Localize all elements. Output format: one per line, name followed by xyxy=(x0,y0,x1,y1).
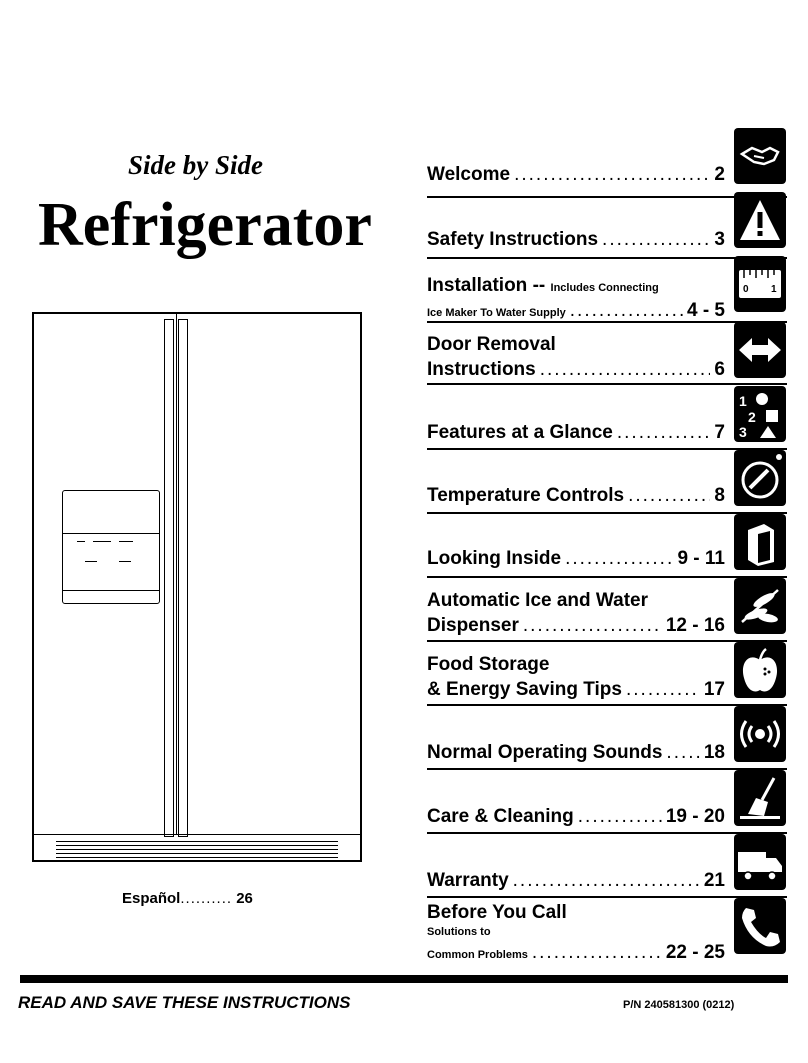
toc-divider xyxy=(427,704,787,706)
dispenser-mark xyxy=(119,561,131,562)
toc-divider xyxy=(427,768,787,770)
phone-icon xyxy=(734,898,786,954)
svg-text:3: 3 xyxy=(739,424,747,440)
toc-page: 9 - 11 xyxy=(677,548,725,569)
grille-line xyxy=(56,857,338,858)
toc-label: Normal Operating Sounds xyxy=(427,742,663,763)
toc-leader xyxy=(540,357,711,382)
toc-entry-safety[interactable] xyxy=(427,227,725,252)
double-arrow-icon xyxy=(734,322,786,378)
toc-label: Before You Call xyxy=(427,902,567,923)
toc-label-line2: & Energy Saving Tips xyxy=(427,679,622,700)
toc-label: Features at a Glance xyxy=(427,422,613,443)
toc-leader xyxy=(523,613,662,638)
svg-text:0: 0 xyxy=(743,284,749,295)
door-gap xyxy=(176,314,177,834)
toc-entry-sounds[interactable] xyxy=(427,740,725,765)
toc-leader xyxy=(514,162,710,187)
toc-entry-warranty[interactable] xyxy=(427,868,725,893)
toc-page: 2 xyxy=(714,164,725,185)
toc-entry-door-removal[interactable] xyxy=(427,332,725,382)
toc-leader xyxy=(513,868,700,893)
toc-label: Care & Cleaning xyxy=(427,806,574,827)
svg-text:2: 2 xyxy=(748,409,756,425)
toc-label-line3: Common Problems xyxy=(427,949,528,961)
toc-divider xyxy=(427,896,787,898)
toc-label: Safety Instructions xyxy=(427,229,599,250)
dispenser-mark xyxy=(77,541,85,542)
toc-leader xyxy=(602,227,710,252)
espanol-leader: .......... xyxy=(180,890,233,907)
sound-waves-icon xyxy=(734,706,786,762)
toc-divider xyxy=(427,321,787,323)
cleaning-brush-icon xyxy=(734,770,786,826)
cover-title: Refrigerator xyxy=(38,191,372,259)
toc-entry-care-cleaning[interactable] xyxy=(427,804,725,829)
right-door-handle xyxy=(178,319,188,837)
grille-line xyxy=(56,853,338,854)
dispenser-control-panel xyxy=(63,503,159,534)
toc-entry-dispenser[interactable] xyxy=(427,588,725,638)
toc-entry-welcome[interactable] xyxy=(427,162,725,187)
left-door-handle xyxy=(164,319,174,837)
toc-leader xyxy=(628,483,710,508)
dispenser-mark xyxy=(119,541,133,542)
cover-subtitle: Side by Side xyxy=(128,150,263,180)
dispenser-mark xyxy=(85,561,97,562)
toc-leader xyxy=(666,740,699,765)
toc-label: Automatic Ice and Water xyxy=(427,590,649,611)
espanol-label: Español xyxy=(122,890,181,907)
toc-entry-looking-inside[interactable] xyxy=(427,546,725,571)
grille-line xyxy=(56,845,338,846)
footer-rule xyxy=(20,975,788,983)
toc-entry-food-storage[interactable] xyxy=(427,652,725,702)
toc-page: 22 - 25 xyxy=(665,942,725,963)
toc-page: 21 xyxy=(703,870,725,891)
toc-divider xyxy=(427,257,787,259)
toc-entry-features[interactable] xyxy=(427,420,725,445)
ice-water-dispenser xyxy=(62,490,160,604)
warning-icon xyxy=(734,192,786,248)
toc-divider xyxy=(427,383,787,385)
toc-label: Food Storage xyxy=(427,654,550,675)
part-number: P/N 240581300 (0212) xyxy=(623,999,735,1011)
toc-divider xyxy=(427,448,787,450)
espanol-link[interactable] xyxy=(122,890,253,907)
ruler-icon xyxy=(734,256,786,312)
toc-entry-installation[interactable] xyxy=(427,273,725,323)
toc-label: Door Removal xyxy=(427,334,556,355)
dispenser-tray xyxy=(63,590,159,591)
toc-label-line2: Solutions to xyxy=(427,926,491,938)
numbered-shapes-icon xyxy=(734,386,786,442)
leaves-icon xyxy=(734,578,786,634)
truck-icon xyxy=(734,834,786,890)
toc-leader xyxy=(570,298,683,323)
toc-page: 12 - 16 xyxy=(665,615,725,636)
toc-page: 3 xyxy=(714,229,725,250)
handshake-icon xyxy=(734,128,786,184)
refrigerator-illustration xyxy=(32,312,362,862)
toc-label-line2: Instructions xyxy=(427,359,536,380)
toc-page: 17 xyxy=(703,679,725,700)
apple-icon xyxy=(734,642,786,698)
svg-text:1: 1 xyxy=(771,284,777,295)
toc-leader xyxy=(532,940,662,965)
toc-leader xyxy=(578,804,662,829)
espanol-page: 26 xyxy=(236,890,253,907)
toc-label: Looking Inside xyxy=(427,548,562,569)
toc-label: Installation -- xyxy=(427,275,546,296)
toc-note: Includes Connecting xyxy=(550,282,659,294)
toc-divider xyxy=(427,196,787,198)
toc-entry-temperature[interactable] xyxy=(427,483,725,508)
toc-label-line2: Ice Maker To Water Supply xyxy=(427,307,566,319)
toc-page: 18 xyxy=(703,742,725,763)
toc-divider xyxy=(427,512,787,514)
toc-leader xyxy=(565,546,673,571)
toc-leader xyxy=(626,677,700,702)
toc-label: Temperature Controls xyxy=(427,485,625,506)
toc-page: 19 - 20 xyxy=(665,806,725,827)
toc-label: Warranty xyxy=(427,870,509,891)
open-box-icon xyxy=(734,514,786,570)
toc-page: 7 xyxy=(714,422,725,443)
toc-divider xyxy=(427,832,787,834)
toc-label: Welcome xyxy=(427,164,511,185)
toc-entry-before-you-call[interactable] xyxy=(427,900,725,965)
toc-page: 8 xyxy=(714,485,725,506)
toc-page: 6 xyxy=(714,359,725,380)
toc-page: 4 - 5 xyxy=(686,300,725,321)
dispenser-mark xyxy=(93,541,111,542)
grille-line xyxy=(56,849,338,850)
thermostat-dial-icon xyxy=(734,450,786,506)
read-save-notice: READ AND SAVE THESE INSTRUCTIONS xyxy=(18,993,351,1012)
toc-divider xyxy=(427,576,787,578)
svg-text:1: 1 xyxy=(739,393,747,409)
toc-leader xyxy=(617,420,711,445)
grille-line xyxy=(56,841,338,842)
toc-label-line2: Dispenser xyxy=(427,615,519,636)
toe-grille xyxy=(34,834,360,863)
toc-divider xyxy=(427,640,787,642)
